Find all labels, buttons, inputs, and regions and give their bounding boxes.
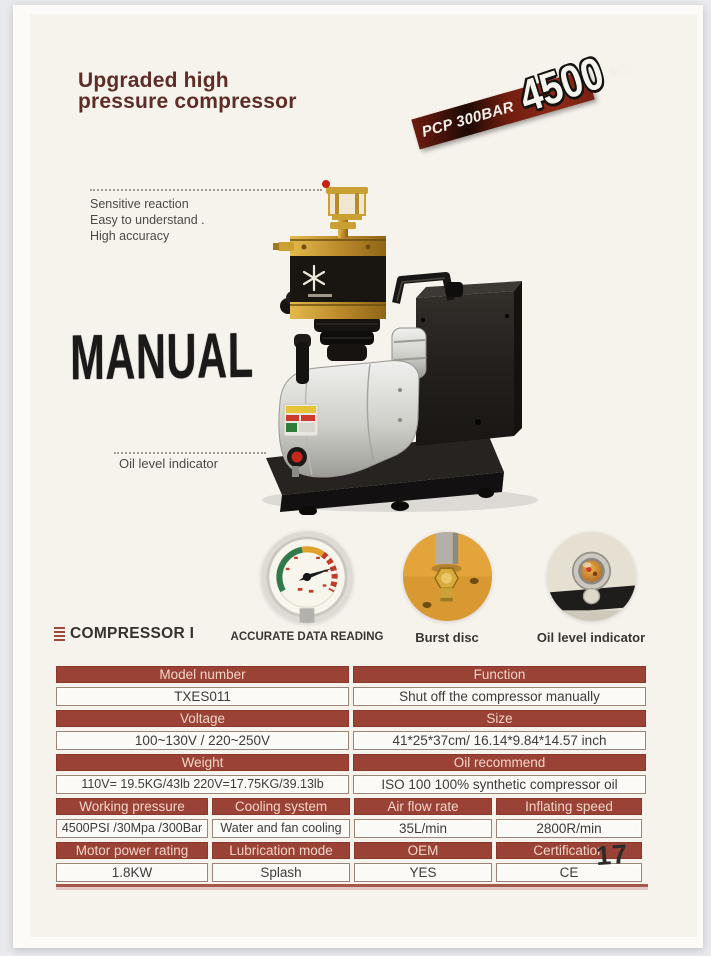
spec-value-cell: Splash	[212, 863, 350, 882]
spec-value-cell: 100~130V / 220~250V	[56, 731, 349, 750]
reaction-line3: High accuracy	[90, 229, 170, 243]
table-row	[56, 687, 646, 706]
page-title	[78, 70, 297, 112]
callout-leader-line-oil	[114, 452, 266, 454]
table-bottom-rule	[56, 884, 648, 887]
spec-header-cell: Oil recommend	[353, 754, 646, 771]
badge-4500: 4500	[513, 46, 610, 122]
spec-header-cell: Model number	[56, 666, 349, 683]
spec-header-cell: Inflating speed	[496, 798, 642, 815]
table-row	[56, 666, 646, 683]
badge-prefix: PCP 300BAR	[419, 98, 516, 141]
section-heading	[54, 625, 194, 643]
spec-value-cell: 35L/min	[354, 819, 492, 838]
page-number: 17	[594, 838, 630, 872]
list-bars-icon	[54, 627, 65, 641]
badge-psi: PSI	[609, 59, 635, 81]
spec-value-cell: YES	[354, 863, 492, 882]
spec-value-cell: 1.8KW	[56, 863, 208, 882]
spec-value-cell: Water and fan cooling	[212, 819, 350, 838]
table-row	[56, 710, 646, 727]
reaction-line2: Easy to understand .	[90, 213, 205, 227]
table-row	[56, 863, 646, 882]
spec-header-cell: Size	[353, 710, 646, 727]
reaction-callout	[90, 196, 205, 244]
spec-value-cell: 110V= 19.5KG/43lb 220V=17.75KG/39.13lb	[56, 775, 349, 794]
spec-value-cell: 4500PSI /30Mpa /300Bar	[56, 819, 208, 838]
spec-header-cell: Working pressure	[56, 798, 208, 815]
table-row	[56, 819, 646, 838]
spec-header-cell: Motor power rating	[56, 842, 208, 859]
oil-sight-glass-icon	[547, 532, 636, 621]
burst-disc-icon	[403, 532, 492, 621]
table-row	[56, 798, 646, 815]
table-row	[56, 842, 646, 859]
spec-header-cell: Certification	[496, 842, 642, 859]
feature-label-accurate: ACCURATE DATA READING	[230, 631, 384, 643]
feature-label-burst-disc: Burst disc	[415, 630, 479, 645]
spec-header-cell: Function	[353, 666, 646, 683]
spec-value-cell: CE	[496, 863, 642, 882]
reaction-line1: Sensitive reaction	[90, 197, 189, 211]
spec-header-cell: Air flow rate	[354, 798, 492, 815]
red-indicator-dot	[322, 180, 330, 188]
spec-value-cell: Shut off the compressor manually	[353, 687, 646, 706]
feature-label-oil-indicator: Oil level indicator	[536, 630, 646, 645]
pressure-gauge-icon	[261, 531, 353, 623]
spec-header-cell: Lubrication mode	[212, 842, 350, 859]
table-row	[56, 731, 646, 750]
table-row	[56, 775, 646, 794]
manual-stamp: MANUAL	[70, 319, 254, 394]
page-title-line1: Upgraded high	[78, 69, 229, 92]
spec-value-cell: 2800R/min	[496, 819, 642, 838]
spec-table	[56, 666, 646, 886]
spec-value-cell: TXES011	[56, 687, 349, 706]
spec-header-cell: Cooling system	[212, 798, 350, 815]
spec-header-cell: Weight	[56, 754, 349, 771]
spec-header-cell: Voltage	[56, 710, 349, 727]
spec-value-cell: 41*25*37cm/ 16.14*9.84*14.57 inch	[353, 731, 646, 750]
oil-level-callout: Oil level indicator	[119, 456, 218, 471]
spec-value-cell: ISO 100 100% synthetic compressor oil	[353, 775, 646, 794]
spec-header-cell: OEM	[354, 842, 492, 859]
section-heading-text: COMPRESSOR I	[70, 625, 195, 642]
page-title-line2: pressure compressor	[78, 90, 297, 113]
table-row	[56, 754, 646, 771]
compressor-photo	[250, 170, 580, 515]
